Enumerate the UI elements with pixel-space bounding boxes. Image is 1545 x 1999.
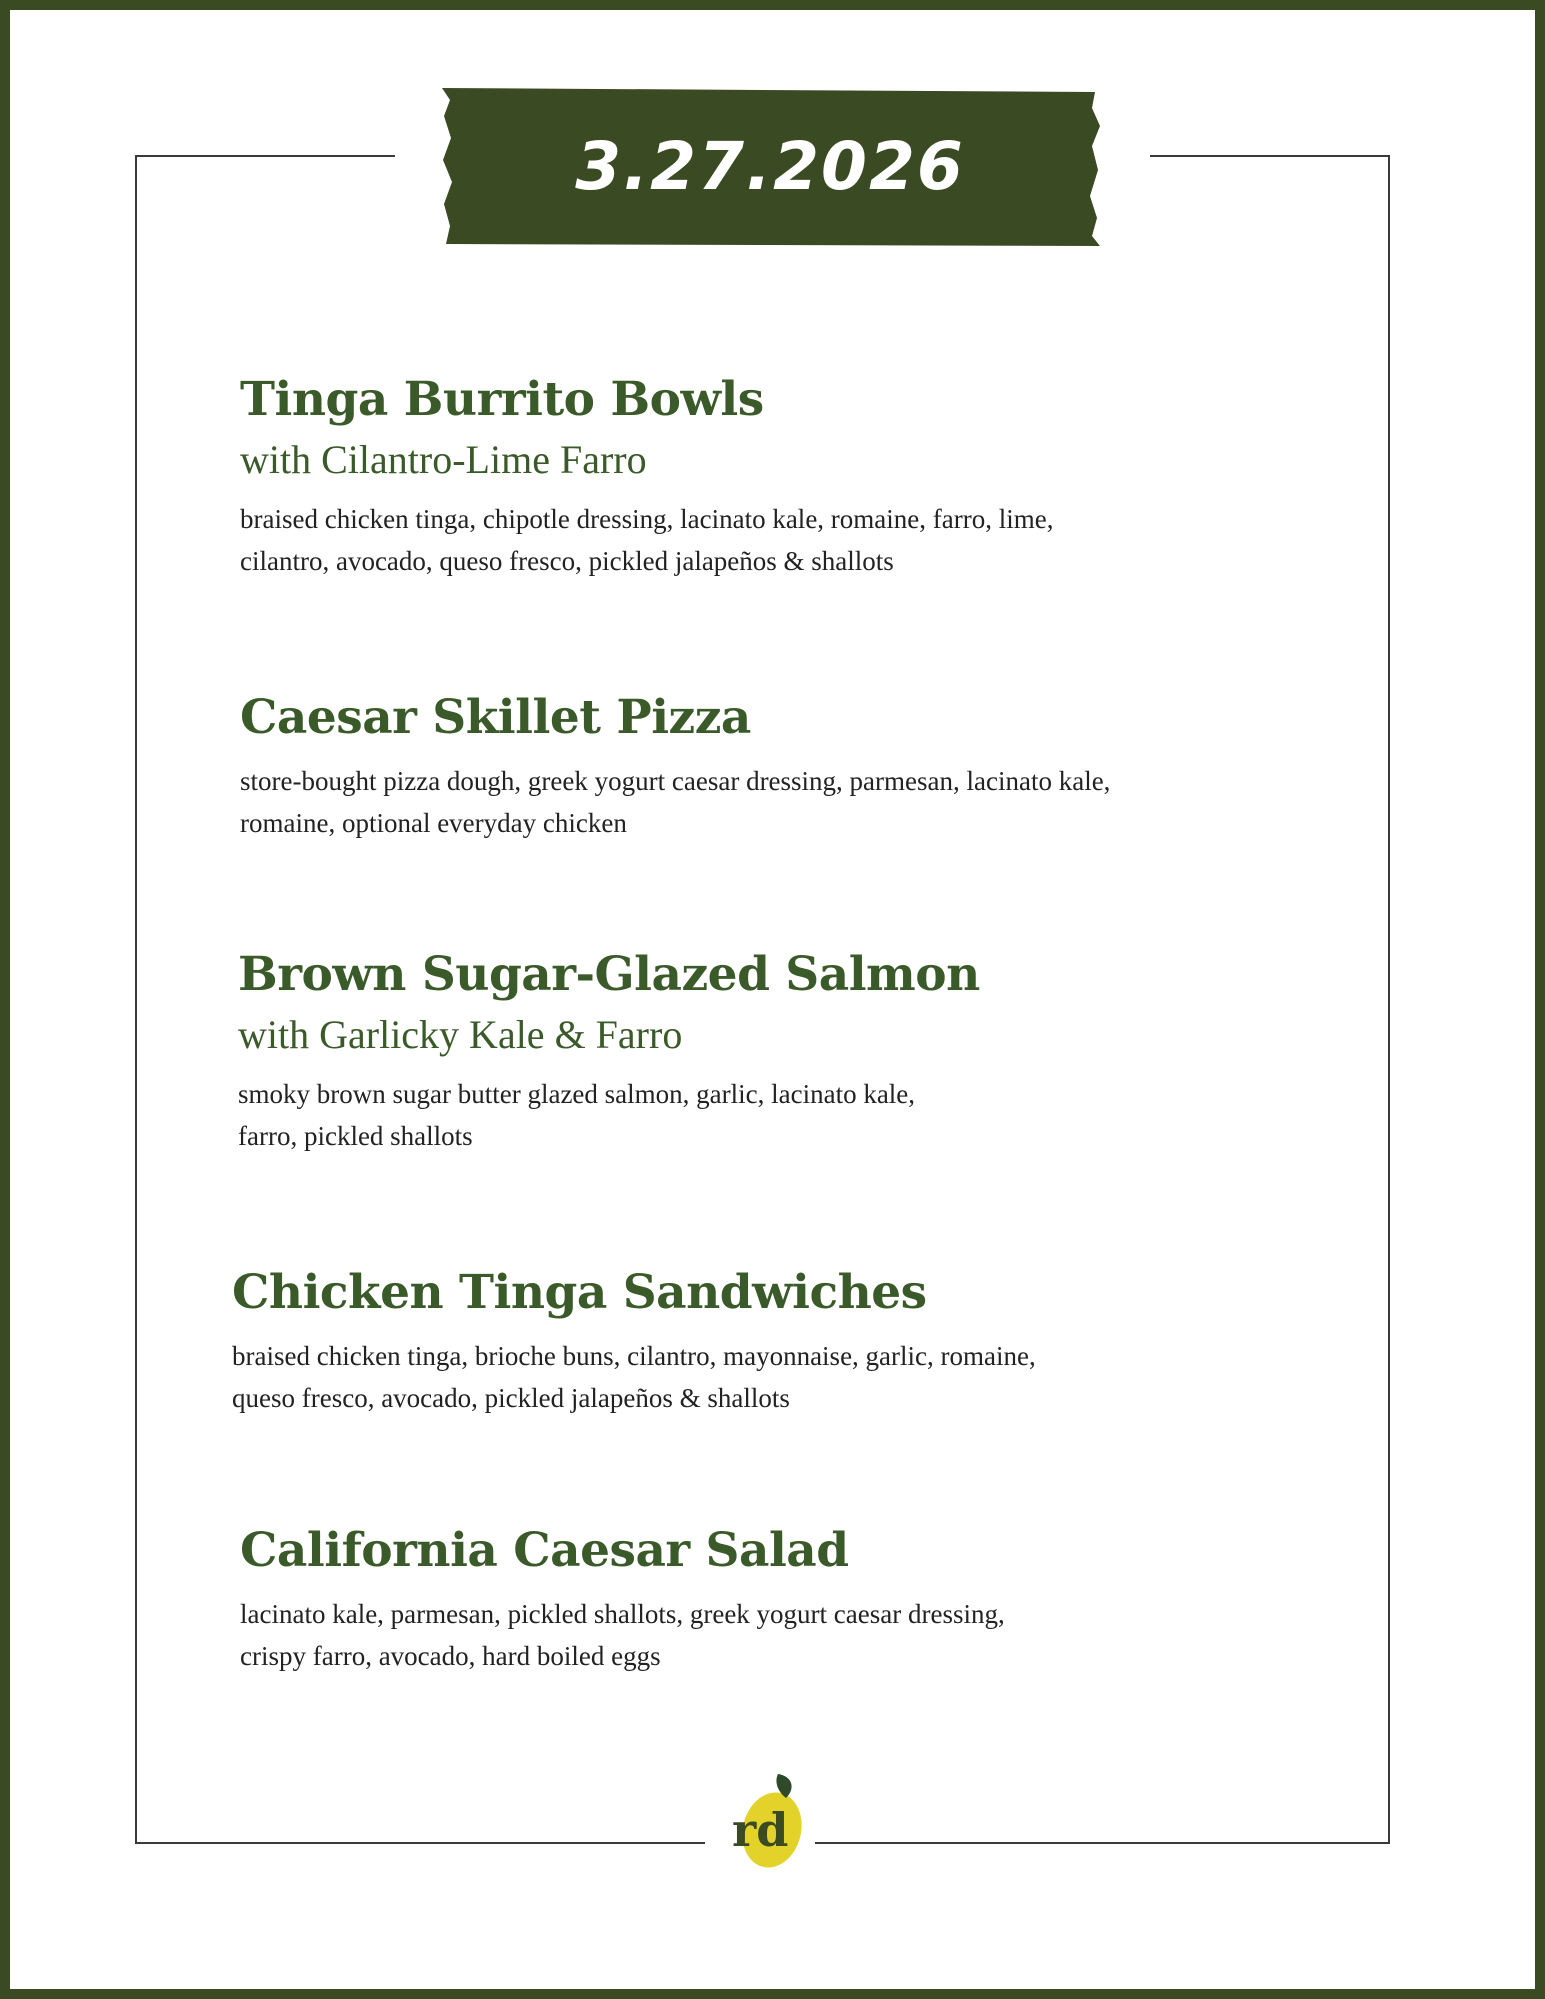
- frame-right-line: [1388, 155, 1390, 1844]
- dish-description: [240, 760, 1110, 844]
- frame-bottom-left-line: [135, 1842, 705, 1844]
- dish-description-line: braised chicken tinga, chipotle dressing, lacinato kale, romaine, farro, lime,: [240, 504, 1054, 534]
- dish-description: [232, 1335, 1036, 1419]
- dish-title: Tinga Burrito Bowls: [240, 372, 764, 427]
- dish-description-line: romaine, optional everyday chicken: [240, 808, 627, 838]
- dish-description-line: queso fresco, avocado, pickled jalapeños & shallots: [232, 1383, 790, 1413]
- dish-description: [238, 1073, 980, 1157]
- date-banner: [440, 86, 1100, 248]
- dish-subtitle: with Garlicky Kale & Farro: [238, 1012, 683, 1057]
- menu-item-california-caesar-salad: [240, 1523, 1005, 1677]
- dish-description-line: lacinato kale, parmesan, pickled shallots, greek yogurt caesar dressing,: [240, 1599, 1005, 1629]
- dish-title: Caesar Skillet Pizza: [240, 690, 751, 745]
- dish-description: [240, 1593, 1005, 1677]
- menu-item-brown-sugar-glazed-salmon: [238, 947, 980, 1157]
- logo-text: rd: [732, 1803, 789, 1857]
- dish-description: [240, 498, 1053, 582]
- dish-description-line: braised chicken tinga, brioche buns, cilantro, mayonnaise, garlic, romaine,: [232, 1341, 1036, 1371]
- menu-item-caesar-skillet-pizza: [240, 690, 1110, 844]
- date-heading: 3.27.2026: [575, 128, 965, 205]
- dish-description-line: store-bought pizza dough, greek yogurt caesar dressing, parmesan, lacinato kale,: [240, 766, 1111, 796]
- dish-description-line: smoky brown sugar butter glazed salmon, garlic, lacinato kale,: [238, 1079, 916, 1109]
- dish-title: California Caesar Salad: [240, 1523, 849, 1578]
- frame-top-right-line: [1150, 155, 1390, 157]
- dish-title: Brown Sugar-Glazed Salmon: [238, 947, 980, 1002]
- dish-description-line: crispy farro, avocado, hard boiled eggs: [240, 1641, 661, 1671]
- dish-title: Chicken Tinga Sandwiches: [232, 1265, 927, 1320]
- dish-description-line: cilantro, avocado, queso fresco, pickled jalapeños & shallots: [240, 546, 894, 576]
- frame-top-left-line: [135, 155, 395, 157]
- logo-graphic: [722, 1768, 810, 1876]
- menu-item-chicken-tinga-sandwiches: [232, 1265, 1036, 1419]
- lemon-logo-icon: [722, 1768, 810, 1876]
- dish-subtitle: with Cilantro-Lime Farro: [240, 437, 647, 482]
- frame-left-line: [135, 155, 137, 1844]
- frame-bottom-right-line: [815, 1842, 1390, 1844]
- dish-description-line: farro, pickled shallots: [238, 1121, 473, 1151]
- menu-item-tinga-burrito-bowls: [240, 372, 1053, 582]
